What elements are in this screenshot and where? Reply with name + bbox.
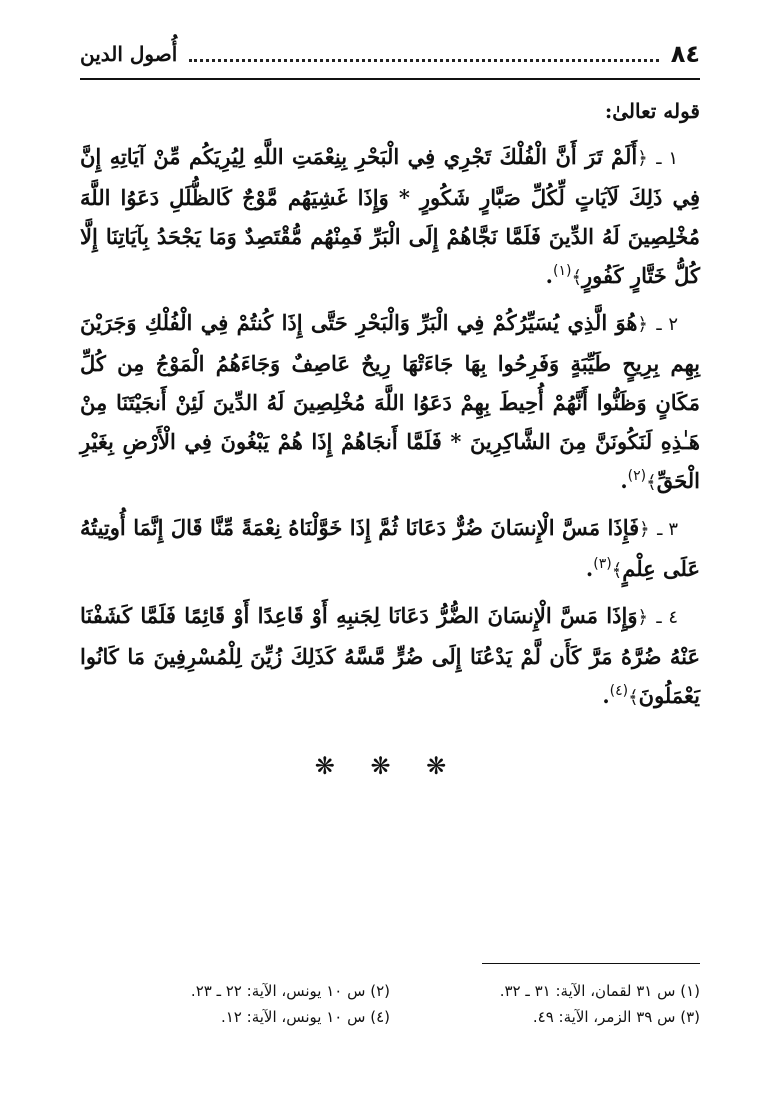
- verse-number: ١ ـ: [656, 148, 678, 169]
- footnote-reference: (١): [552, 263, 572, 279]
- verse-paragraph-4: [80, 596, 700, 717]
- verse-open-bracket: ﴿: [639, 519, 650, 540]
- body-text: [80, 92, 700, 723]
- sentence-end: .: [545, 263, 553, 288]
- sentence-end: .: [602, 683, 610, 708]
- header-leader-dots: [189, 59, 658, 62]
- footnote-2: (٢) س ١٠ يونس، الآية: ٢٢ ـ ٢٣.: [190, 982, 390, 1000]
- verse-open-bracket: ﴿: [637, 314, 648, 335]
- verse-number: ٣ ـ: [657, 519, 678, 540]
- intro-line: قوله تعالىٰ:: [604, 99, 700, 123]
- running-title: أُصول الدين: [80, 42, 178, 66]
- footnote-3: (٣) س ٣٩ الزمر، الآية: ٤٩.: [532, 1008, 700, 1026]
- verse-close-bracket: ﴾: [571, 267, 582, 288]
- verse-text: فَإِذَا مَسَّ الْإِنسَانَ ضُرٌّ دَعَانَا ثُمَّ إِذَا خَوَّلْنَاهُ نِعْمَةً مِّنَّا قَالَ إِنَّمَا أُوتِيتُهُ عَلَى عِلْمٍ: [80, 515, 700, 581]
- verse-close-bracket: ﴾: [646, 472, 657, 493]
- footnote-reference: (٢): [627, 468, 647, 484]
- page-number: ٨٤: [670, 40, 700, 68]
- section-separator: ❋ ❋ ❋: [314, 752, 461, 780]
- footnote-rule: [482, 963, 700, 964]
- verse-close-bracket: ﴾: [628, 687, 639, 708]
- verse-text: هُوَ الَّذِي يُسَيِّرُكُمْ فِي الْبَرِّ وَالْبَحْرِ حَتَّى إِذَا كُنتُمْ فِي الْفُلْكِ وَجَرَيْنَ بِهِم بِرِيحٍ طَيِّبَةٍ وَفَرِحُوا بِهَا جَاءَتْهَا رِيحٌ عَاصِفٌ وَجَاءَهُمُ الْمَوْجُ مِن كُلِّ مَكَانٍ وَظَنُّوا أَنَّهُمْ أُحِيطَ بِهِمْ دَعَوُا اللَّهَ مُخْلِصِينَ لَهُ الدِّينَ لَئِنْ أَنجَيْتَنَا مِنْ هَـٰذِهِ لَنَكُونَنَّ مِنَ الشَّاكِرِينَ * فَلَمَّا أَنجَاهُمْ إِذَا هُمْ يَبْغُونَ فِي الْأَرْضِ بِغَيْرِ الْحَقِّ: [80, 310, 700, 493]
- footnote-reference: (٤): [609, 683, 629, 699]
- verse-close-bracket: ﴾: [611, 560, 623, 581]
- page-header: [80, 34, 700, 74]
- verse-text: وَإِذَا مَسَّ الْإِنسَانَ الضُّرُّ دَعَانَا لِجَنبِهِ أَوْ قَاعِدًا أَوْ قَائِمًا فَلَمَّا كَشَفْنَا عَنْهُ ضُرَّهُ مَرَّ كَأَن لَّمْ يَدْعُنَا إِلَى ضُرٍّ مَّسَّهُ كَذَلِكَ زُيِّنَ لِلْمُسْرِفِينَ مَا كَانُوا يَعْمَلُونَ: [80, 603, 700, 708]
- footnote-reference: (٣): [593, 556, 612, 572]
- footnotes: [80, 982, 700, 1026]
- verse-open-bracket: ﴿: [637, 148, 648, 169]
- verse-paragraph-2: [80, 303, 700, 502]
- footnote-1: (١) س ٣١ لقمان، الآية: ٣١ ـ ٣٢.: [499, 982, 700, 1000]
- sentence-end: .: [585, 556, 594, 581]
- header-rule: [80, 78, 700, 80]
- verse-open-bracket: ﴿: [637, 607, 649, 628]
- verse-number: ٢ ـ: [656, 314, 679, 335]
- verse-paragraph-3: [80, 508, 700, 590]
- footnote-4: (٤) س ١٠ يونس، الآية: ١٢.: [220, 1008, 390, 1026]
- verse-text: أَلَمْ تَرَ أَنَّ الْفُلْكَ تَجْرِي فِي الْبَحْرِ بِنِعْمَتِ اللَّهِ لِيُرِيَكُم مِّنْ آيَاتِهِ إِنَّ فِي ذَلِكَ لَآيَاتٍ لِّكُلِّ صَبَّارٍ شَكُورٍ * وَإِذَا غَشِيَهُم مَّوْجٌ كَالظُّلَلِ دَعَوُا اللَّهَ مُخْلِصِينَ لَهُ الدِّينَ فَلَمَّا نَجَّاهُمْ إِلَى الْبَرِّ فَمِنْهُم مُّقْتَصِدٌ وَمَا يَجْحَدُ بِآيَاتِنَا إِلَّا كُلُّ خَتَّارٍ كَفُورٍ: [80, 144, 700, 288]
- verse-paragraph-1: [80, 137, 700, 297]
- sentence-end: .: [620, 468, 628, 493]
- verse-number: ٤ ـ: [656, 607, 678, 628]
